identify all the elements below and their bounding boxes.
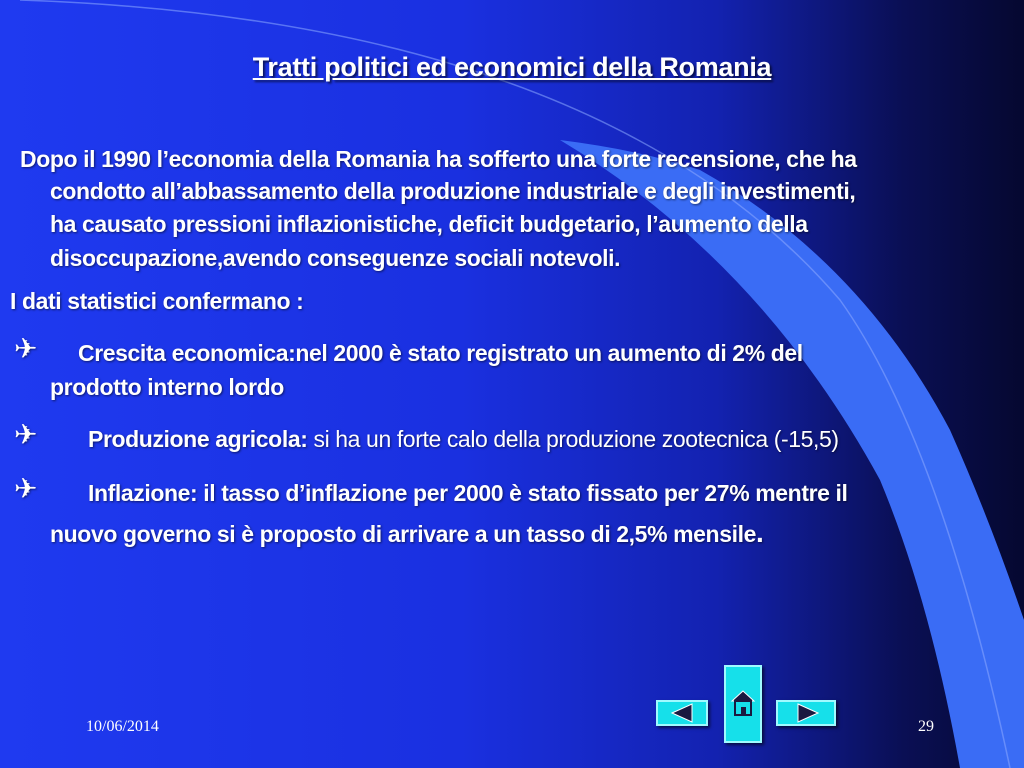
bullet-3-line-2 [50,517,763,550]
plane-bullet-icon: ✈ [14,473,38,504]
footer-page-number: 29 [918,718,934,735]
triangle-right-icon [778,702,834,724]
footer-date: 10/06/2014 [86,718,159,735]
bullet-2-label: Produzione agricola: [88,426,308,452]
bullet-2 [88,423,839,455]
home-button[interactable] [724,665,762,743]
intro-line: I dati statistici confermano : [10,288,304,314]
paragraph-line-3: ha causato pressioni inflazionistiche, deficit budgetario, l’aumento della [50,211,808,237]
triangle-left-icon [658,702,706,724]
plane-bullet-icon: ✈ [14,419,38,450]
bullet-3-line-1: Inflazione: il tasso d’inflazione per 2000 è stato fissato per 27% mentre il [88,480,848,506]
plane-bullet-icon: ✈ [14,333,38,364]
house-icon [726,667,760,741]
bullet-3-period: . [755,517,764,548]
bullet-1-line-2: prodotto interno lordo [50,374,284,400]
bullet-3-line-2-text: nuovo governo si è proposto di arrivare a un tasso di 2,5% mensile [50,521,756,547]
paragraph-line-2: condotto all’abbassamento della produzione industriale e degli investimenti, [50,178,856,204]
prev-slide-button[interactable] [656,700,708,726]
slide-title: Tratti politici ed economici della Romania [252,52,772,82]
paragraph-line-1: Dopo il 1990 l’economia della Romania ha sofferto una forte recensione, che ha [20,146,857,172]
bullet-1-line-1: Crescita economica:nel 2000 è stato registrato un aumento di 2% del [78,340,803,366]
paragraph-line-4: disoccupazione,avendo conseguenze sociali notevoli. [50,245,621,271]
bullet-2-text: si ha un forte calo della produzione zootecnica (-15,5) [307,426,839,452]
next-slide-button[interactable] [776,700,836,726]
